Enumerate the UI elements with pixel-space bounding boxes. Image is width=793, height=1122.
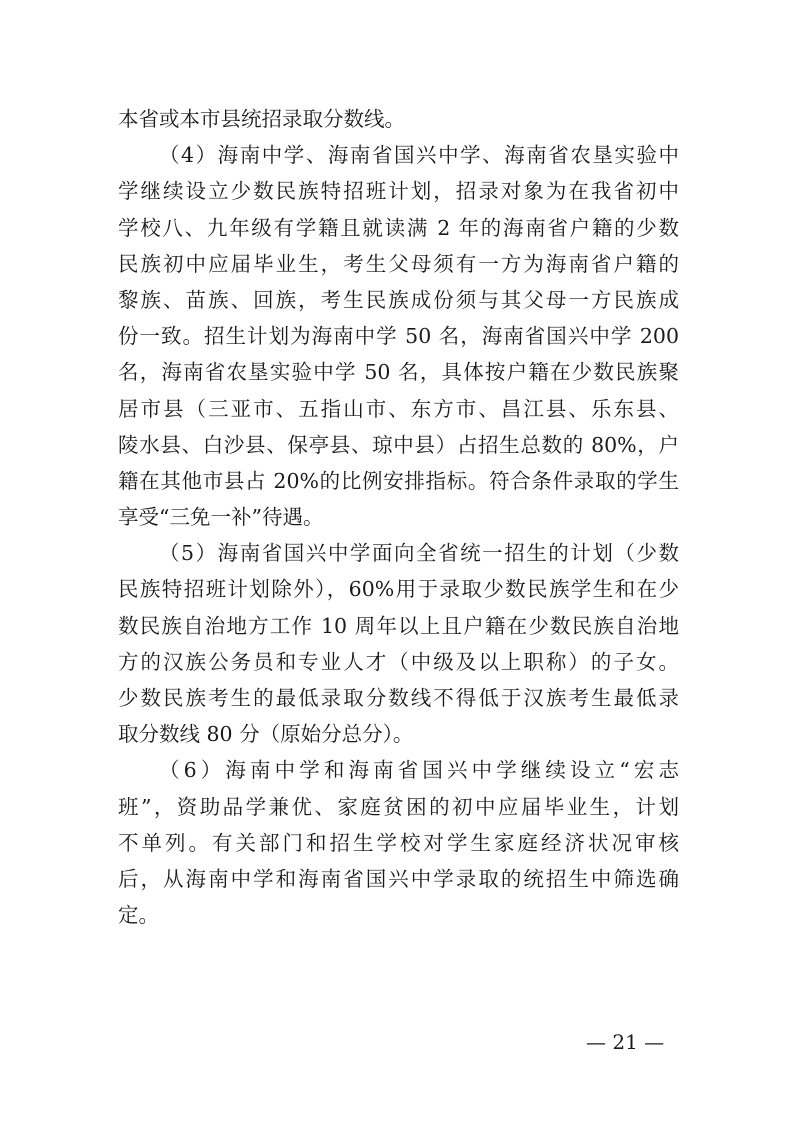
text-line: 民族初中应届毕业生，考生父母须有一方为海南省户籍的 xyxy=(118,251,679,276)
page-number: — 21 — xyxy=(586,1030,665,1054)
text-line: 班”，资助品学兼优、家庭贫困的初中应届毕业生，计划 xyxy=(118,794,679,819)
text-line: （6）海南中学和海南省国兴中学继续设立“宏志 xyxy=(159,758,679,783)
text-line: 学继续设立少数民族特招班计划，招录对象为在我省初中 xyxy=(118,179,679,204)
text-line: 学校八、九年级有学籍且就读满 2 年的海南省户籍的少数 xyxy=(118,215,679,240)
text-line: 居市县（三亚市、五指山市、东方市、昌江县、乐东县、 xyxy=(118,396,679,421)
text-line: 名，海南省农垦实验中学 50 名，具体按户籍在少数民族聚 xyxy=(118,360,679,385)
body-text xyxy=(118,101,679,933)
text-line: 不单列。有关部门和招生学校对学生家庭经济状况审核 xyxy=(118,830,679,855)
text-line: 定。 xyxy=(118,903,159,928)
text-line: 取分数线 80 分（原始分总分）。 xyxy=(118,722,414,747)
text-line: 后，从海南中学和海南省国兴中学录取的统招生中筛选确 xyxy=(118,866,679,891)
text-line: 数民族自治地方工作 10 周年以上且户籍在少数民族自治地 xyxy=(118,613,679,638)
text-line: 籍在其他市县占 20%的比例安排指标。符合条件录取的学生 xyxy=(118,468,679,493)
text-line: 民族特招班计划除外），60%用于录取少数民族学生和在少 xyxy=(118,577,679,602)
text-line: 方的汉族公务员和专业人才（中级及以上职称）的子女。 xyxy=(118,649,679,674)
text-line: 本省或本市县统招录取分数线。 xyxy=(118,107,405,131)
paragraph-p4 xyxy=(118,137,679,535)
text-line: 份一致。招生计划为海南中学 50 名，海南省国兴中学 200 xyxy=(118,324,679,349)
paragraph-p0 xyxy=(118,101,679,137)
text-line: 少数民族考生的最低录取分数线不得低于汉族考生最低录 xyxy=(118,686,679,710)
text-line: 陵水县、白沙县、保亭县、琼中县）占招生总数的 80%，户 xyxy=(118,432,679,457)
text-line: （5）海南省国兴中学面向全省统一招生的计划（少数 xyxy=(159,541,679,566)
text-line: （4）海南中学、海南省国兴中学、海南省农垦实验中 xyxy=(159,143,679,168)
paragraph-p5 xyxy=(118,535,679,752)
paragraph-p6 xyxy=(118,752,679,933)
text-line: 享受“三免一补”待遇。 xyxy=(118,505,324,530)
text-line: 黎族、苗族、回族，考生民族成份须与其父母一方民族成 xyxy=(118,287,679,312)
